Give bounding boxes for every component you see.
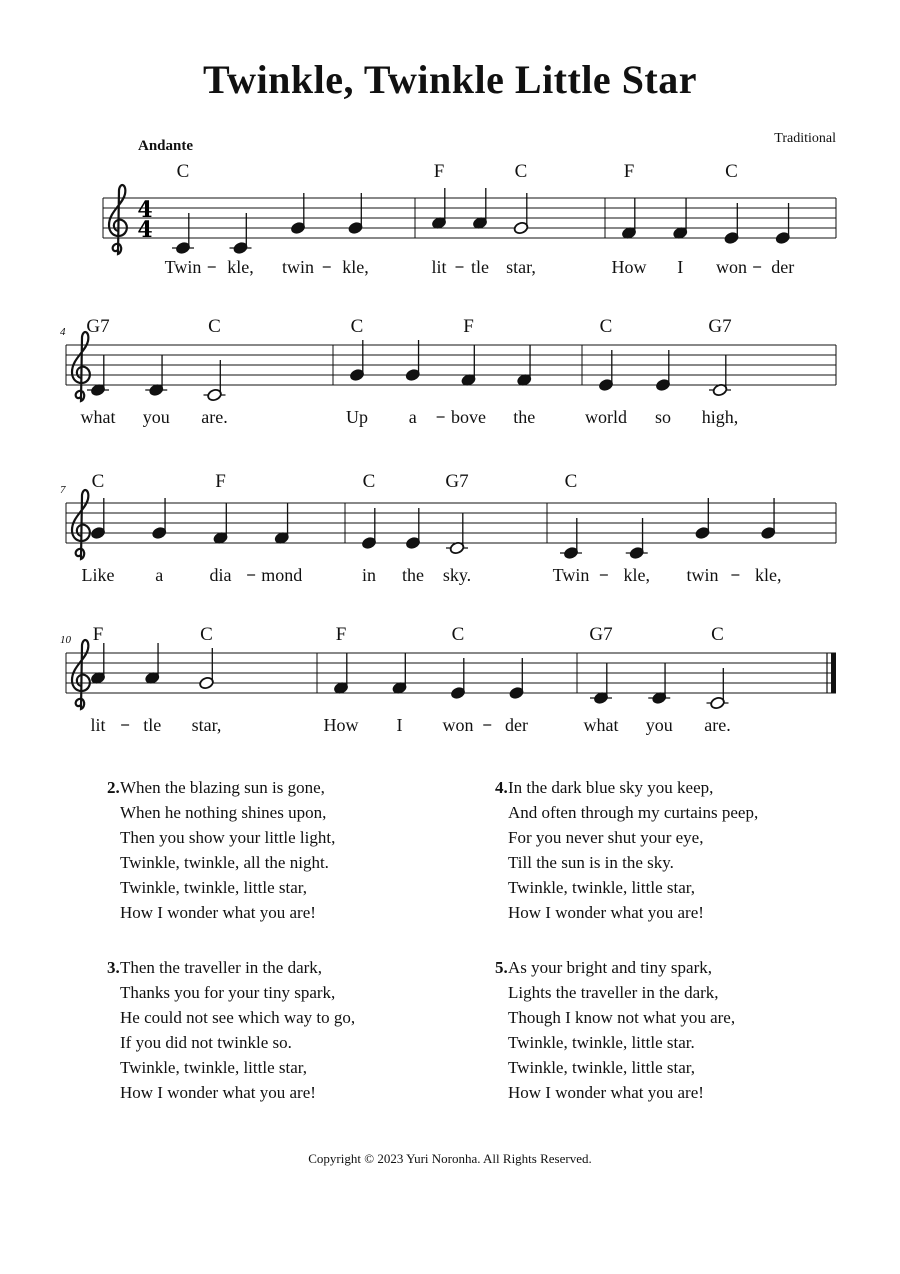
lyric-syllable: high,: [701, 407, 739, 427]
chord-symbol: F: [433, 161, 445, 182]
verse-line: For you never shut your eye,: [508, 828, 704, 847]
verse-line: Then you show your little light,: [120, 828, 336, 847]
lyric-syllable: kle,: [755, 565, 782, 585]
lyric-syllable: star,: [506, 257, 536, 277]
lyric-syllable: mond: [261, 565, 303, 585]
lyric-syllable: sky.: [442, 565, 472, 585]
lyric-syllable: twin: [686, 565, 719, 585]
verse-line: Lights the traveller in the dark,: [508, 983, 719, 1002]
verse-line: Twinkle, twinkle, all the night.: [120, 853, 329, 872]
chord-symbol: C: [451, 624, 465, 645]
chord-symbol: F: [623, 161, 635, 182]
treble-clef-icon: [72, 332, 90, 401]
chord-symbol: C: [711, 624, 724, 645]
verse-line: Thanks you for your tiny spark,: [120, 983, 336, 1002]
lyric-syllable: a: [155, 565, 164, 585]
verse-line: Twinkle, twinkle, little star.: [508, 1033, 695, 1052]
treble-clef-icon: [109, 185, 127, 254]
lyric-syllable: I: [396, 715, 403, 735]
lyric-syllable: twin: [281, 257, 315, 277]
chord-symbol: C: [208, 316, 221, 337]
lyric-syllable: the: [513, 407, 536, 427]
lyric-syllable: the: [402, 565, 424, 585]
lyric-syllable: world: [585, 407, 627, 427]
verse-line: When the blazing sun is gone,: [120, 778, 325, 797]
lyric-syllable: you: [645, 715, 673, 735]
lyric-syllable: in: [361, 565, 377, 585]
lyric-syllable: lit: [90, 715, 106, 735]
measure-number: 10: [60, 634, 71, 646]
chord-symbol: C: [200, 624, 213, 645]
measure-number: 4: [60, 326, 66, 338]
verse-line: Till the sun is in the sky.: [508, 853, 674, 872]
verse-line: He could not see which way to go,: [120, 1008, 356, 1027]
chord-symbol: C: [564, 471, 578, 492]
verse-line: How I wonder what you are!: [508, 1083, 704, 1102]
verse-line: In the dark blue sky you keep,: [508, 778, 714, 797]
lyric-syllable: How: [611, 257, 647, 277]
lyric-syllable: what: [583, 715, 619, 735]
measure-number: 7: [60, 484, 66, 496]
lyric-syllable: Twin: [164, 257, 202, 277]
chord-symbol: G7: [86, 316, 110, 337]
copyright-notice: Copyright © 2023 Yuri Noronha. All Rights Reserved.: [308, 1151, 592, 1166]
lyric-syllable: won: [716, 257, 747, 277]
verse-line: When he nothing shines upon,: [120, 803, 327, 822]
chord-symbol: C: [91, 471, 105, 492]
verse-line: As your bright and tiny spark,: [508, 958, 712, 977]
chord-symbol: F: [335, 624, 347, 645]
verse-line: Twinkle, twinkle, little star,: [120, 1058, 307, 1077]
lyric-syllable: tle: [143, 715, 162, 735]
verse-line: Though I know not what you are,: [508, 1008, 736, 1027]
verse-line: Twinkle, twinkle, little star,: [508, 878, 695, 897]
lyric-syllable: bove: [451, 407, 486, 427]
lyric-syllable: you: [142, 407, 170, 427]
chord-symbol: C: [725, 161, 738, 182]
verse-line: If you did not twinkle so.: [120, 1033, 292, 1052]
lyric-syllable: star,: [191, 715, 222, 735]
chord-symbol: F: [463, 316, 474, 337]
chord-symbol: G7: [589, 624, 613, 645]
lyric-syllable: lit: [431, 257, 447, 277]
lyric-syllable: Up: [346, 407, 368, 427]
chord-symbol: C: [176, 161, 190, 182]
chord-symbol: C: [599, 316, 613, 337]
verse-line: How I wonder what you are!: [120, 903, 316, 922]
verse-number: 3.: [107, 958, 120, 977]
lyric-syllable: tle: [471, 257, 489, 277]
chord-symbol: G7: [445, 471, 469, 492]
chord-symbol: F: [92, 624, 104, 645]
lyric-syllable: are.: [704, 715, 731, 735]
lyric-syllable: I: [677, 257, 684, 277]
chord-symbol: F: [215, 471, 226, 492]
lyric-syllable: what: [80, 407, 116, 427]
verse-number: 2.: [107, 778, 120, 797]
song-title: Twinkle, Twinkle Little Star: [202, 57, 698, 102]
lyric-syllable: der: [505, 715, 528, 735]
verse-line: Then the traveller in the dark,: [120, 958, 323, 977]
verse-line: And often through my curtains peep,: [508, 803, 759, 822]
chord-symbol: G7: [708, 316, 732, 337]
lyric-syllable: kle,: [623, 565, 650, 585]
composer-credit: Traditional: [774, 131, 836, 146]
tempo-marking: Andante: [138, 138, 194, 154]
lyric-syllable: so: [654, 407, 672, 427]
final-barline-thick: [831, 653, 836, 693]
time-signature-bottom: 4: [137, 217, 153, 243]
verse-line: Twinkle, twinkle, little star,: [508, 1058, 695, 1077]
verse-line: How I wonder what you are!: [508, 903, 704, 922]
chord-symbol: C: [514, 161, 528, 182]
verse-number: 4.: [495, 778, 508, 797]
lyric-syllable: kle,: [227, 257, 254, 277]
lyric-syllable: dia: [209, 565, 232, 585]
treble-clef-icon: [72, 640, 90, 709]
verse-line: How I wonder what you are!: [120, 1083, 316, 1102]
lyric-syllable: a: [408, 407, 417, 427]
lyric-syllable: How: [323, 715, 359, 735]
lyric-syllable: Twin: [552, 565, 590, 585]
time-signature-top: 4: [137, 197, 153, 223]
lyric-syllable: der: [771, 257, 795, 277]
verse-number: 5.: [495, 958, 508, 977]
lyric-syllable: are.: [201, 407, 228, 427]
chord-symbol: C: [350, 316, 364, 337]
chord-symbol: C: [362, 471, 376, 492]
lyric-syllable: kle,: [342, 257, 369, 277]
treble-clef-icon: [72, 490, 90, 559]
verse-line: Twinkle, twinkle, little star,: [120, 878, 307, 897]
lyric-syllable: won: [442, 715, 474, 735]
lyric-syllable: Like: [81, 565, 115, 585]
